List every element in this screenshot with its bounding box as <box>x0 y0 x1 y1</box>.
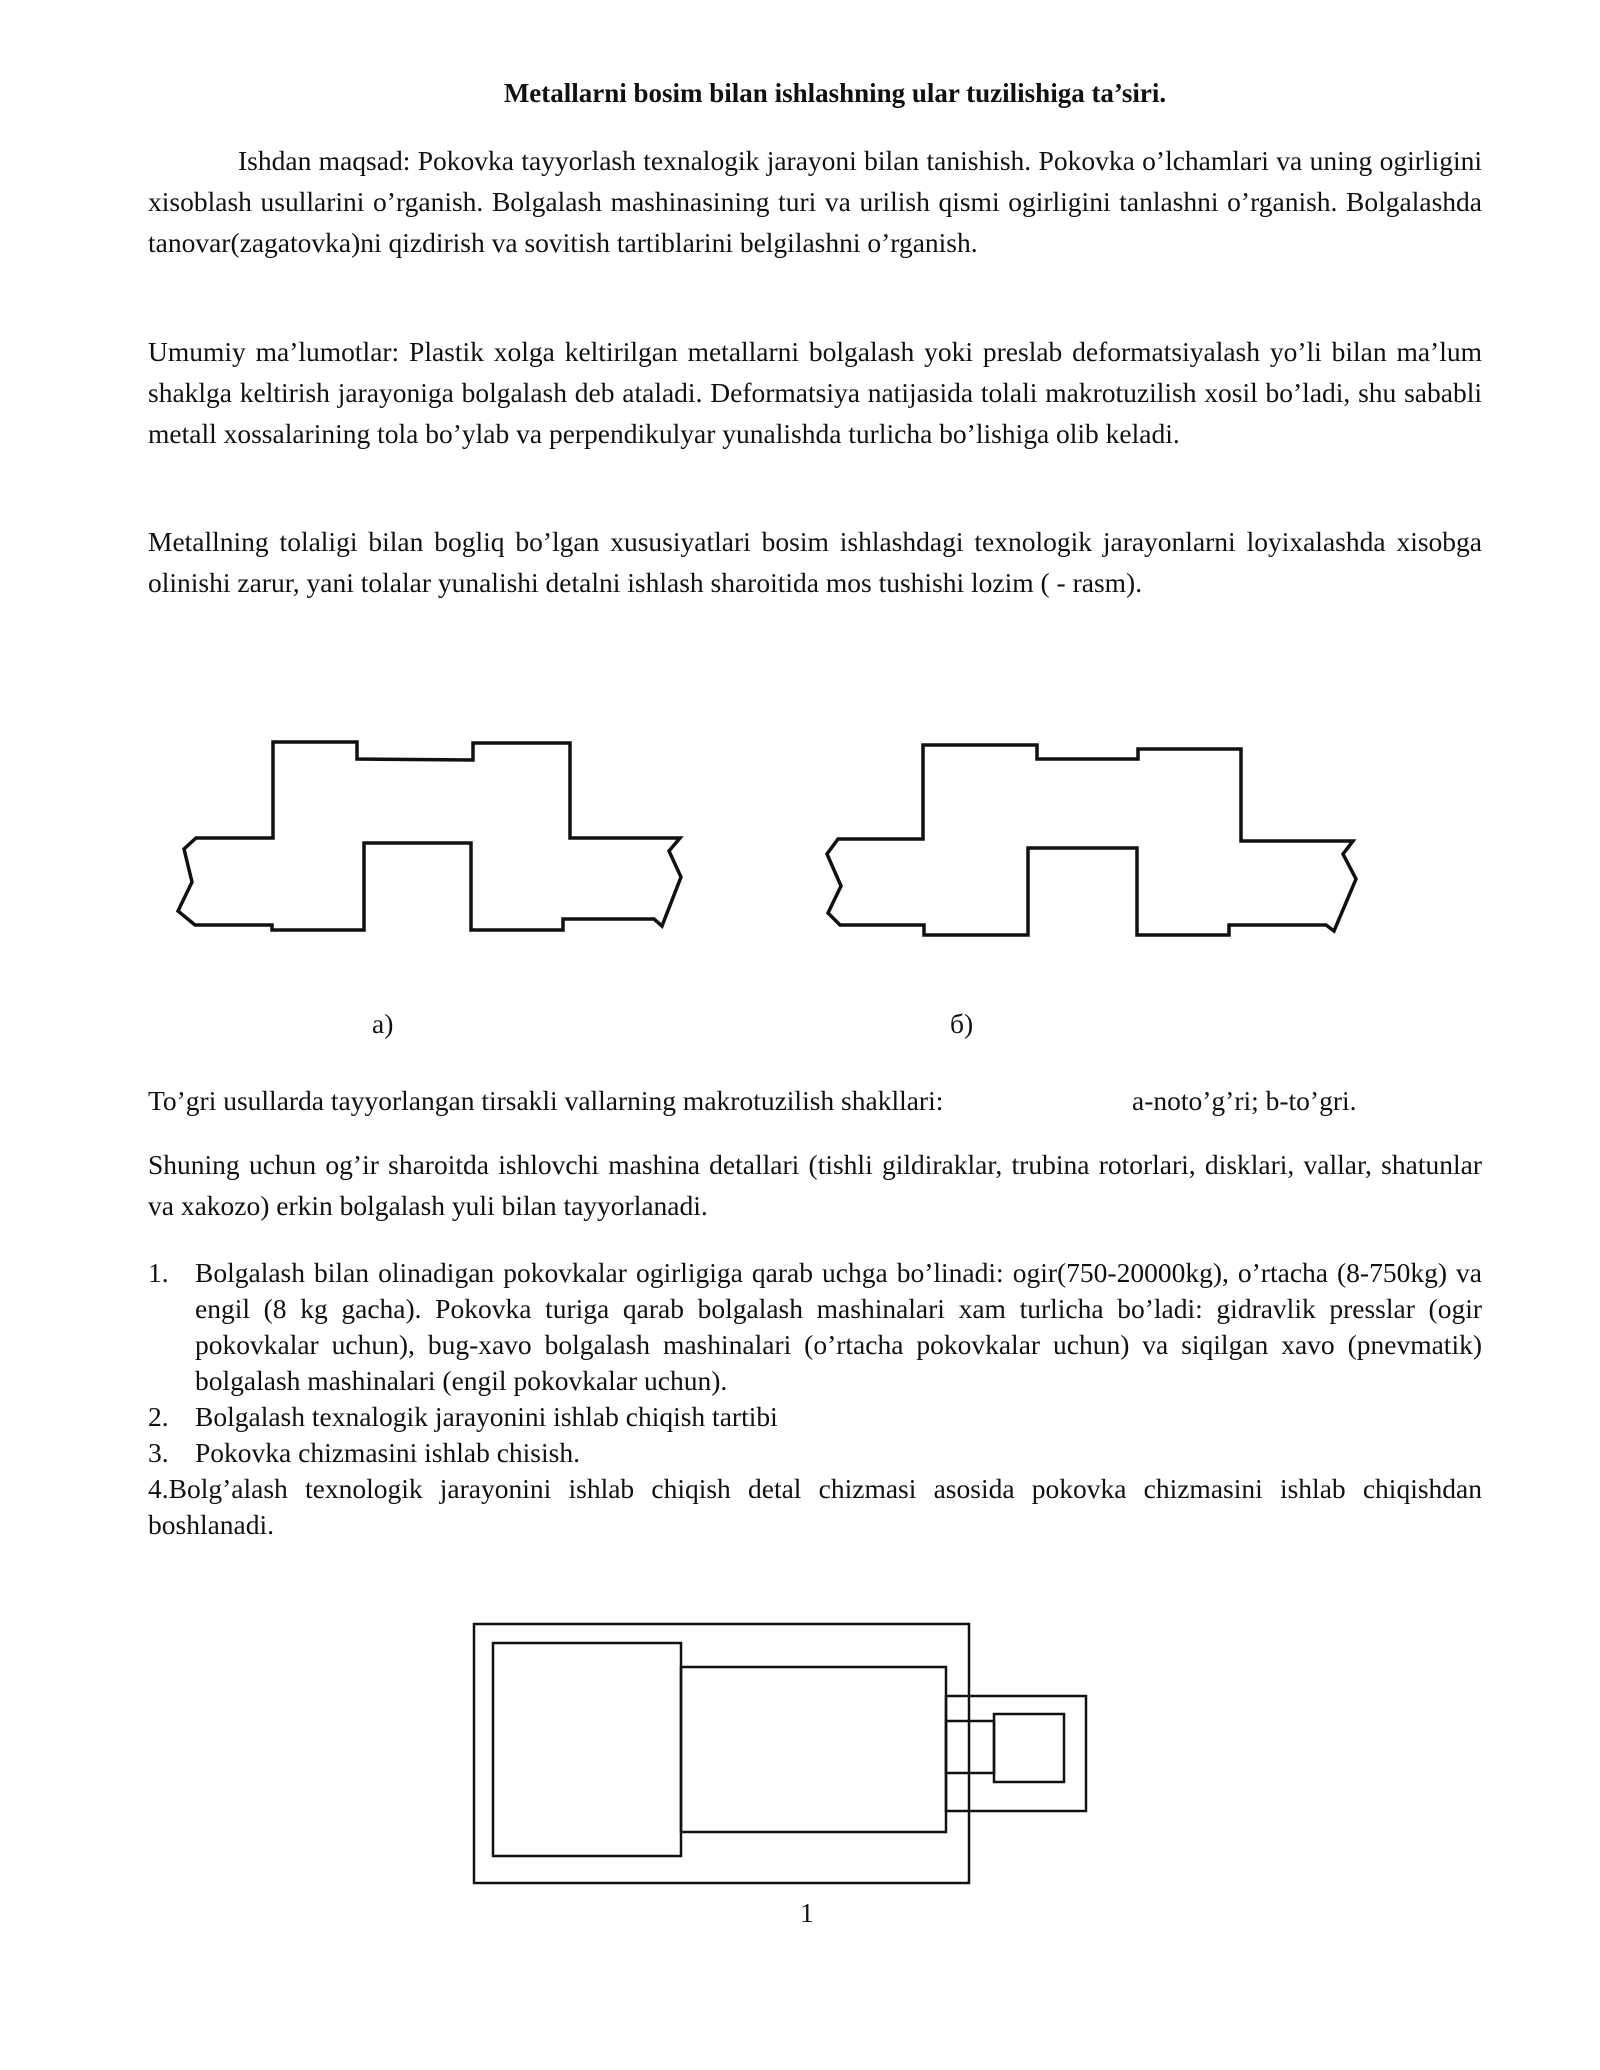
list-item-text: Bolgalash bilan olinadigan pokovkalar ogirligiga qarab uchga bo’linadi: ogir(750-20000kg), o’rtacha (8-750kg) va engil (8 kg gacha). Pokovka turiga qarab bolgalash mashinalari xam turlicha bo’ladi: gidravlik presslar (ogir pokovkalar uchun), bug-xavo bolgalash mashinalari (o’rtacha pokovkalar uchun) va siqilgan xavo (pnevmatik) bolgalash mashinalari (engil pokovkalar uchun). <box>195 1257 1482 1396</box>
forging-schematic-drawing <box>470 1620 1090 1920</box>
fiber-paragraph: Metallning tolaligi bilan bogliq bo’lgan xususiyatlari bosim ishlashdagi texnologik jarayonlarni loyixalashda xisobga olinishi zarur, yani tolalar yunalishi detalni ishlash sharoitida mos tushishi lozim ( - rasm). <box>148 526 1482 598</box>
shuning-paragraph: Shuning uchun og’ir sharoitda ishlovchi mashina detallari (tishli gildiraklar, trubina rotorlari, disklari, vallar, shatunlar va xakozo) erkin bolgalash yuli bilan tayyorlanadi. <box>148 1149 1482 1221</box>
list-item-text: Bolgalash texnalogik jarayonini ishlab chiqish tartibi <box>195 1401 778 1432</box>
list-item-text: Pokovka chizmasini ishlab chisish. <box>195 1437 580 1468</box>
figure-caption <box>148 1081 1482 1121</box>
figure-caption-answer: a-noto’g’ri; b-to’gri. <box>1132 1085 1357 1116</box>
figure-caption-text: To’gri usullarda tayyorlangan tirsakli vallarning makrotuzilish shakllari: <box>148 1085 944 1116</box>
figure-label-a: а) <box>372 1008 394 1039</box>
document-title: Metallarni bosim bilan ishlashning ular tuzilishiga ta’siri. <box>503 78 1167 108</box>
crankshaft-figure-b <box>820 735 1380 965</box>
list-item <box>148 1255 1482 1399</box>
list-item <box>148 1399 1482 1435</box>
aim-paragraph: Ishdan maqsad: Pokovka tayyorlash texnalogik jarayoni bilan tanishish. Pokovka o’lchamlari va uning ogirligini xisoblash usullarini o’rganish. Bolgalash mashinasining turi va urilish qismi ogirligini tanlashni o’rganish. Bolgalashda tanovar(zagatovka)ni qizdirish va sovitish tartiblarini belgilashni o’rganish. <box>148 145 1482 258</box>
list-item <box>148 1435 1482 1471</box>
crankshaft-figure-a <box>170 730 690 960</box>
final-paragraph: 4.Bolg’alash texnologik jarayonini ishlab chiqish detal chizmasi asosida pokovka chizmasini ishlab chiqishdan boshlanadi. <box>148 1473 1482 1540</box>
general-info-paragraph: Umumiy ma’lumotlar: Plastik xolga keltirilgan metallarni bolgalash yoki preslab deformatsiyalash yo’li bilan ma’lum shaklga keltirish jarayoniga bolgalash deb ataladi. Deformatsiya natijasida tolali makrotuzilish xosil bo’ladi, shu sababli metall xossalarining tola bo’ylab va perpendikulyar yunalishda turlicha bo’lishiga olib keladi. <box>148 336 1482 449</box>
list-item-number: 3. <box>148 1437 169 1468</box>
crankshaft-b-drawing <box>820 735 1380 965</box>
list-item-number: 2. <box>148 1401 169 1432</box>
forging-schematic-figure <box>470 1620 1090 1920</box>
list-item-number: 1. <box>148 1257 169 1288</box>
numbered-list <box>148 1255 1482 1471</box>
figure-number-label: 1 <box>800 1897 814 1928</box>
crankshaft-a-drawing <box>170 730 690 960</box>
figure-label-b: б) <box>950 1008 974 1039</box>
